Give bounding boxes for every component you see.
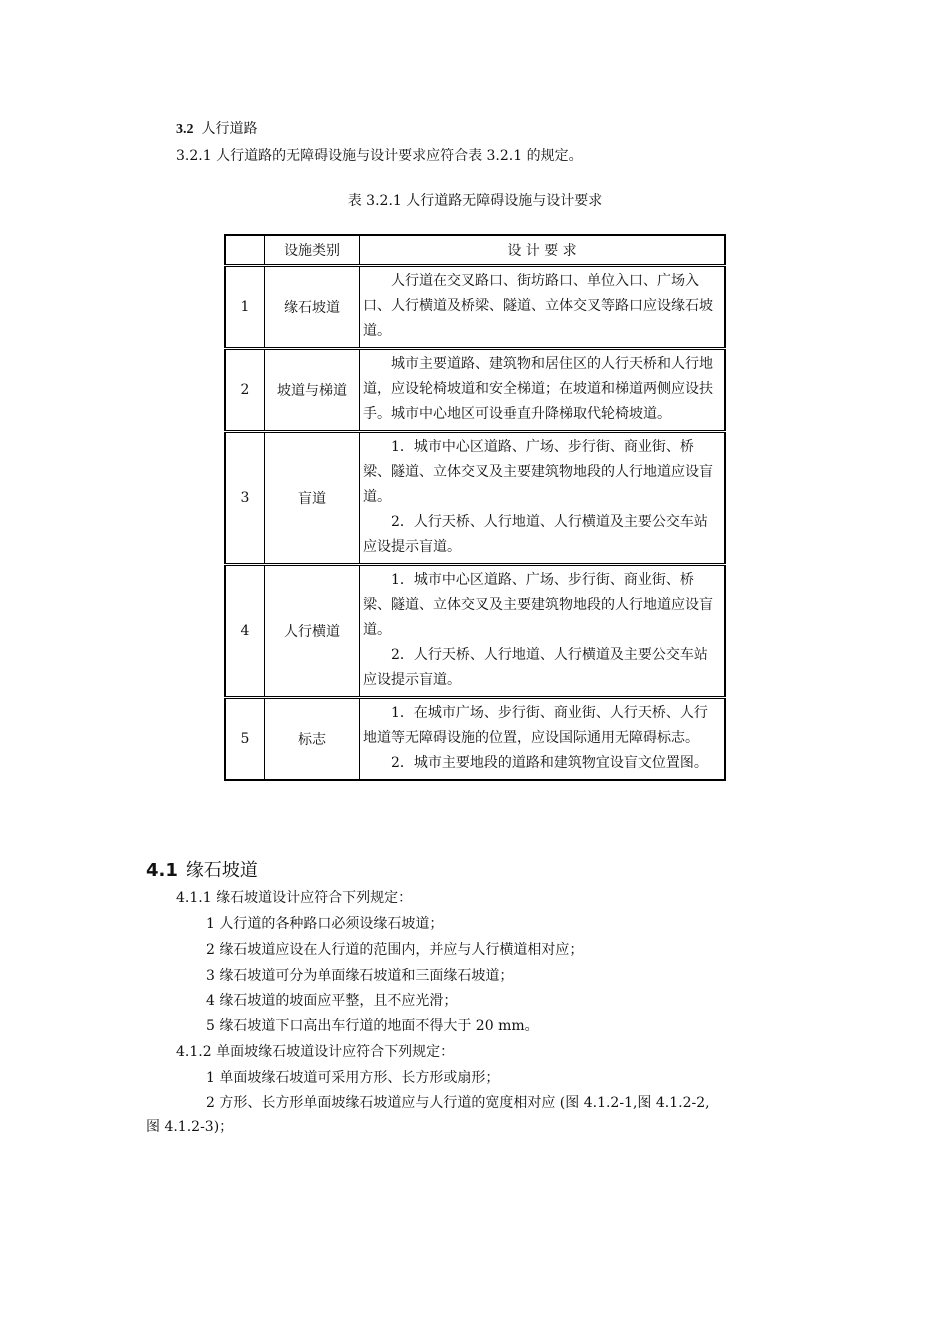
row-no: 2 [225, 349, 265, 432]
list-item: 5 缘石坡道下口高出车行道的地面不得大于 20 mm。 [206, 1018, 539, 1034]
clause-4-1-1: 4.1.1 缘石坡道设计应符合下列规定： [176, 890, 413, 906]
section-3-2-heading [176, 118, 258, 138]
row-requirements [360, 565, 726, 698]
table-row [225, 266, 725, 349]
section-4-1-heading [146, 856, 258, 882]
row-no: 1 [225, 266, 265, 349]
row-requirements [360, 349, 726, 432]
table-header-row [225, 235, 725, 266]
row-category: 坡道与梯道 [265, 349, 360, 432]
row-requirements [360, 698, 726, 781]
requirements-table [224, 234, 726, 781]
table-row [225, 432, 725, 565]
list-item: 2 缘石坡道应设在人行道的范围内，并应与人行横道相对应； [206, 942, 584, 958]
section-4-1-number: 4.1 [146, 860, 178, 881]
requirement-text: 城市主要道路、建筑物和居住区的人行天桥和人行地道，应设轮椅坡道和安全梯道；在坡道和梯道两侧应设扶手。城市中心地区可设垂直升降梯取代轮椅坡道。 [363, 356, 713, 422]
list-item: 4 缘石坡道的坡面应平整，且不应光滑； [206, 993, 458, 1009]
table-row [225, 698, 725, 781]
section-3-2-title: 人行道路 [201, 121, 258, 137]
row-no: 5 [225, 698, 265, 781]
list-item: 1 人行道的各种路口必须设缘石坡道； [206, 916, 444, 932]
requirement-text: 2．人行天桥、人行地道、人行横道及主要公交车站应设提示盲道。 [363, 514, 708, 555]
requirement-text: 1．城市中心区道路、广场、步行街、商业街、桥梁、隧道、立体交叉及主要建筑物地段的人行地道应设盲道。 [363, 439, 713, 505]
header-category: 设施类别 [265, 235, 360, 266]
row-no: 4 [225, 565, 265, 698]
section-4-1-title: 缘石坡道 [185, 860, 258, 881]
list-item: 1 单面坡缘石坡道可采用方形、长方形或扇形； [206, 1070, 500, 1086]
requirement-text: 1．在城市广场、步行街、商业街、人行天桥、人行地道等无障碍设施的位置，应设国际通用无障碍标志。 [363, 705, 708, 746]
list-item: 2 方形、长方形单面坡缘石坡道应与人行道的宽度相对应 (图 4.1.2-1,图 4.1.2-2, [206, 1095, 710, 1111]
row-category: 人行横道 [265, 565, 360, 698]
row-no: 3 [225, 432, 265, 565]
table-row [225, 349, 725, 432]
clause-3-2-1: 3.2.1 人行道路的无障碍设施与设计要求应符合表 3.2.1 的规定。 [176, 148, 583, 164]
requirement-text: 2．城市主要地段的道路和建筑物宜设盲文位置图。 [391, 755, 708, 771]
requirement-text: 人行道在交叉路口、街坊路口、单位入口、广场入口、人行横道及桥梁、隧道、立体交叉等路口应设缘石坡道。 [363, 273, 713, 339]
requirement-text: 2．人行天桥、人行地道、人行横道及主要公交车站应设提示盲道。 [363, 647, 708, 688]
clause-4-1-2: 4.1.2 单面坡缘石坡道设计应符合下列规定： [176, 1044, 455, 1060]
table-row [225, 565, 725, 698]
row-category: 盲道 [265, 432, 360, 565]
row-category: 缘石坡道 [265, 266, 360, 349]
row-category: 标志 [265, 698, 360, 781]
header-requirements: 设 计 要 求 [360, 235, 726, 266]
header-no [225, 235, 265, 266]
requirement-text: 1．城市中心区道路、广场、步行街、商业街、桥梁、隧道、立体交叉及主要建筑物地段的人行地道应设盲道。 [363, 572, 713, 638]
list-item-continuation: 图 4.1.2-3)； [146, 1119, 234, 1135]
row-requirements [360, 432, 726, 565]
row-requirements [360, 266, 726, 349]
list-item: 3 缘石坡道可分为单面缘石坡道和三面缘石坡道； [206, 968, 514, 984]
section-3-2-number: 3.2 [176, 122, 194, 137]
table-caption: 表 3.2.1 人行道路无障碍设施与设计要求 [347, 193, 603, 209]
